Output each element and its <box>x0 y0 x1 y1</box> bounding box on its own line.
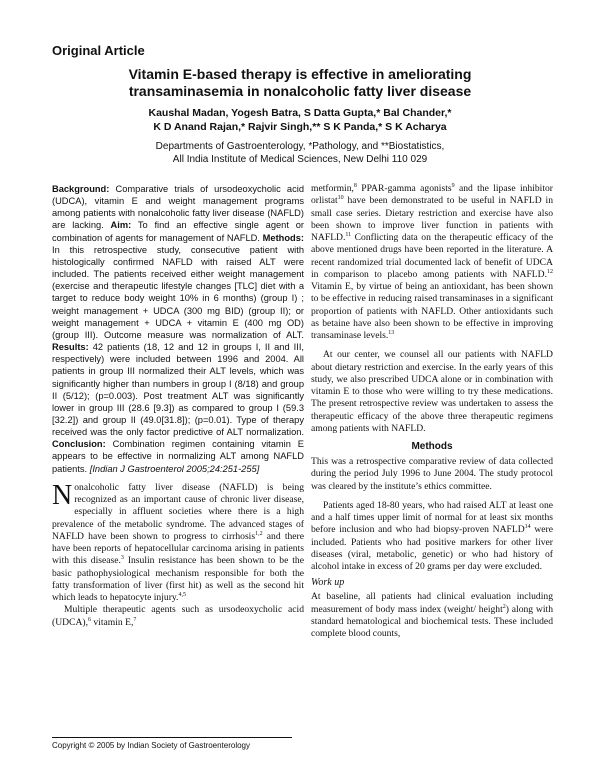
article-type-label: Original Article <box>52 43 145 58</box>
abstract-background-text: Comparative trials of ursodeoxycholic acid (UDCA), vitamin E and weight management programs among patients with nonalcoholic fatty liver disease (NAFLD) are lacking. <box>52 184 304 231</box>
affil-line-1: Departments of Gastroenterology, *Pathology, and **Biostatistics, <box>155 141 445 152</box>
drop-cap: N <box>52 479 73 511</box>
introduction <box>52 479 304 629</box>
abstract-aim-label: Aim: <box>110 220 132 231</box>
authors-line-1: Kaushal Madan, Yogesh Batra, S Datta Gupta,* Bal Chander,* <box>148 107 452 119</box>
abstract-results-label: Results: <box>52 342 89 353</box>
workup-paragraph: At baseline, all patients had clinical evaluation including measurement of body mass index (weight/ height$^2$) along with standard hematological and biochemical tests. These included complete blood counts, <box>311 591 553 639</box>
right-paragraph-1: metformin,$^8$ PPAR-gamma agonists$^9$ and the lipase inhibitor orlistat$^{10}$ have been demonstrated to be useful in NAFLD in small case series. Dietary restriction and exercise have also been shown to improve liver function in patients with NAFLD.$^{11}$ Conflicting data on the therapeutic efficacy of the above mentioned drugs have been reported in the literature. A recent randomized trial documented lack of benefit of UDCA in comparison to placebo among patients with NAFLD.$^{12}$ Vitamin E, by virtue of being an antioxidant, has been shown to be effective in reducing raised transaminases in a significant proportion of patients with NAFLD. Other antioxidants such as betaine have also been shown to be effective in improving transaminase levels.$^{13}$ <box>311 182 553 341</box>
title-line-1: Vitamin E-based therapy is effective in ameliorating <box>128 66 472 82</box>
abstract-methods-text: In this retrospective study, consecutive patient with histologically confirmed NAFLD with raised ALT were included. The patients received either weight management (exercise and therapeutic lifestyle changes [TLC] diet with a target to reduce body weight 10% in 6 months) (group I) ; weight management + UDCA (300 mg BID) (group II); or weight management + UDCA + vitamin E (400 mg OD) (group III). Outcome measure was normalization of ALT. <box>52 244 304 340</box>
abstract-conclusion-label: Conclusion: <box>52 439 106 450</box>
affiliations <box>60 140 540 166</box>
intro-paragraph: Nonalcoholic fatty liver disease (NAFLD) is being recognized as an important cause of chronic liver disease, especially in affluent societies where there is a high prevalence of the metabolic syndrome. The advanced stages of NAFLD have been shown to progress to cirrhosis$^{1,2}$ and there have been reports of hepatocellular carcinoma arising in patients with this disease.$^3$ Insulin resistance has been shown to be the basic pathophysiological mechanism responsible for both the fatty transformation of liver (first hit) as well as the second hit which leads to hepatocyte injury.$^{4,5}$ <box>52 479 304 603</box>
abstract <box>52 183 304 475</box>
methods-paragraph-1: This was a retrospective comparative review of data collected during the period July 1996 to June 2004. The study protocol was cleared by the institute’s ethics committee. <box>311 456 553 492</box>
footer-divider <box>52 737 292 738</box>
methods-heading: Methods <box>411 441 453 452</box>
workup-heading: Work up <box>311 577 345 589</box>
copyright-notice: Copyright © 2005 by Indian Society of Gastroenterology <box>52 741 251 750</box>
abstract-results-text: 42 patients (18, 12 and 12 in groups I, II and III, respectively) were included between 1996 and 2004. All patients in group III normalized their ALT levels, which was significantly higher than numbers in group I (8/18) and group II (5/12); (p=0.003). Post treatment ALT was significantly lower in group III (28.6 [9.3]) as compared to group I (59.3 [32.2]) and group II (49.0[31.8]); (p=0.01). Type of therapy received was the only factor predictive of ALT normalization. <box>52 342 304 438</box>
abstract-background-label: Background: <box>52 184 110 194</box>
right-body <box>311 183 553 640</box>
abstract-citation: [Indian J Gastroenterol 2005;24:251-255] <box>89 463 260 474</box>
abstract-methods-label: Methods: <box>262 232 304 243</box>
left-column <box>52 183 304 629</box>
intro-paragraph-2: Multiple therapeutic agents such as ursodeoxycholic acid (UDCA),$^6$ vitamin E,$^7$ <box>52 604 304 628</box>
right-column <box>311 183 553 640</box>
title-line-2: transaminasemia in nonalcoholic fatty liver disease <box>128 83 472 99</box>
affil-line-2: All India Institute of Medical Sciences, New Delhi 110 029 <box>172 154 428 165</box>
right-paragraph-2: At our center, we counsel all our patients with NAFLD about dietary restriction and exercise. In the early years of this study, we also prescribed UDCA alone or in combination with vitamin E to those who were willing to try these medications. The present retrospective review was undertaken to assess the therapeutic efficacy of the above three therapeutic regimens among patients with NAFLD. <box>311 349 553 434</box>
abstract-conclusion-text: Combination regimen containing vitamin E appears to be effective in normalizing ALT among NAFLD patients. <box>52 439 304 474</box>
abstract-aim-text: To find an effective single agent or combination of agents for management of NAFLD. <box>52 220 304 243</box>
article-title <box>60 66 540 100</box>
author-list <box>60 106 540 134</box>
methods-paragraph-2: Patients aged 18-80 years, who had raised ALT at least one and a half times upper limit of normal for at least six months before inclusion and who had biopsy-proven NAFLD$^{14}$ were included. Patients who had positive markers for other liver diseases (viral, metabolic, genetic) or who had history of alcohol intake in excess of 20 grams per day were excluded. <box>311 499 553 572</box>
authors-line-2: K D Anand Rajan,* Rajvir Singh,** S K Panda,* S K Acharya <box>153 121 447 133</box>
